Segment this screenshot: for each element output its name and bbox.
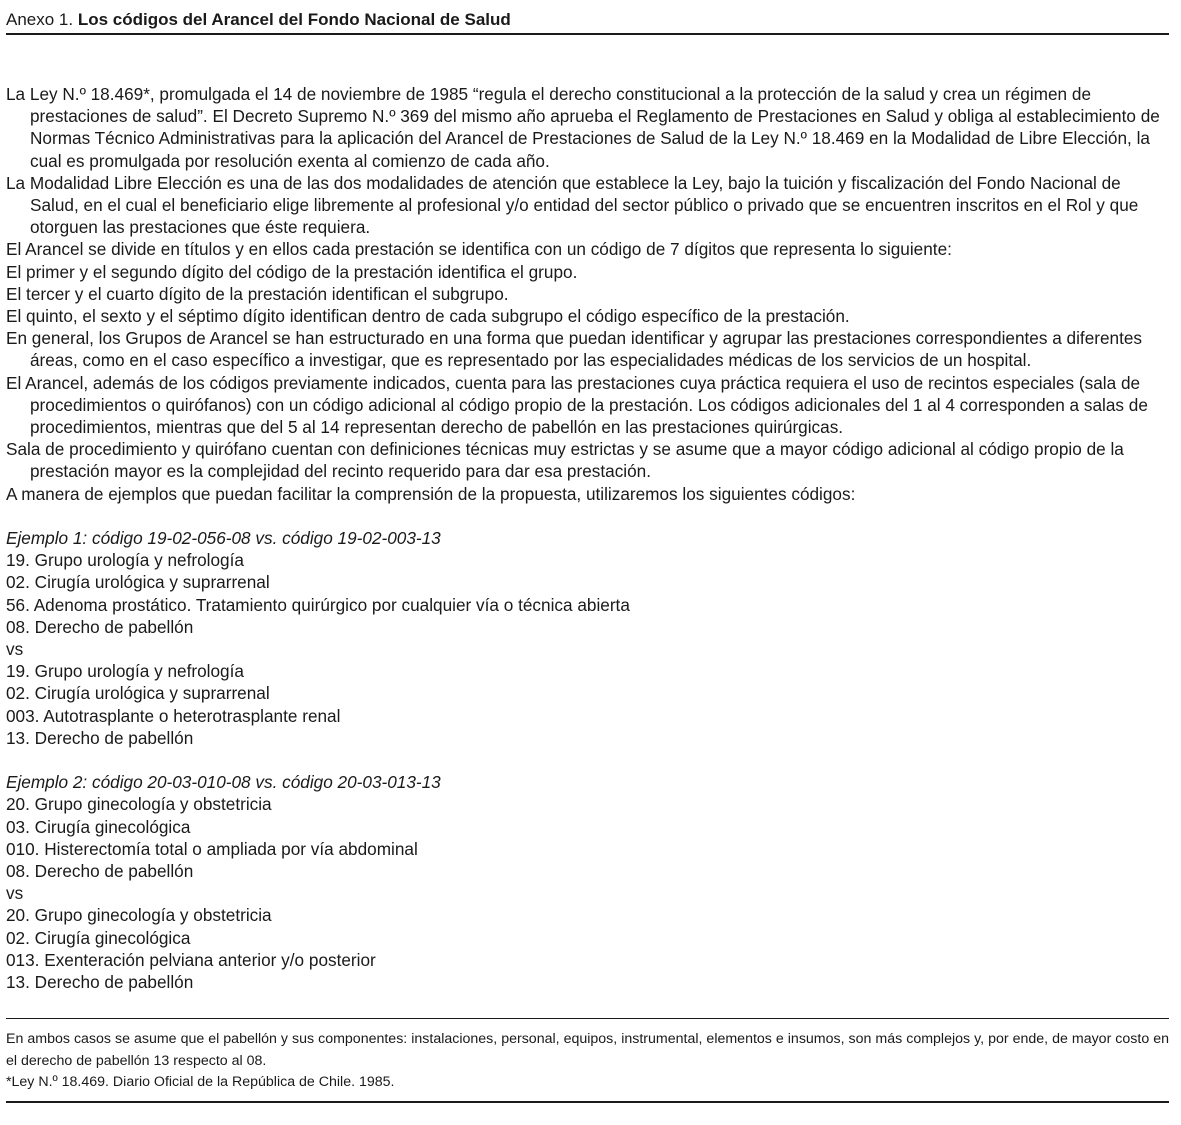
example-1-line: 56. Adenoma prostático. Tratamiento quirúrgico por cualquier vía o técnica abierta <box>6 594 630 615</box>
document-page <box>6 8 1169 1090</box>
notes-text: En ambos casos se asume que el pabellón y sus componentes: instalaciones, personal, equipos, instrumental, elementos e insumos, son más complejos y, por ende, de mayor costo en el derecho de pabellón 13 respecto al 08. <box>6 1031 1169 1069</box>
example-1-versus: vs <box>6 639 24 660</box>
example-2-line: 02. Cirugía ginecológica <box>6 927 191 948</box>
paragraph: La Modalidad Libre Elección es una de las dos modalidades de atención que establece la Ley, bajo la tuición y fiscalización del Fondo Nacional de Salud, en el cual el beneficiario elige libremente al profesional y/o entidad del sector público o privado que se encuentren inscritos en el Rol y que otorguen las prestaciones que éste requiera. <box>6 172 1139 238</box>
paragraph: El Arancel, además de los códigos previamente indicados, cuenta para las prestaciones cuya práctica requiera el uso de recintos especiales (sala de procedimientos o quirófanos) con un código adicional al código propio de la prestación. Los códigos adicionales del 1 al 4 corresponden a salas de procedimientos, mientras que del 5 al 14 representan derecho de pabellón en las prestaciones quirúrgicas. <box>6 372 1148 438</box>
example-2-line: 20. Grupo ginecología y obstetricia <box>6 905 272 926</box>
example-1-line: 02. Cirugía urológica y suprarrenal <box>6 683 270 704</box>
example-1-line: 13. Derecho de pabellón <box>6 727 194 748</box>
bottom-divider <box>6 1101 1169 1103</box>
footnote: *Ley N.º 18.469. Diario Oficial de la República de Chile. 1985. <box>6 1074 395 1090</box>
example-2-line: 013. Exenteración pelviana anterior y/o posterior <box>6 949 376 970</box>
spacer <box>6 505 1169 527</box>
example-1-line: 003. Autotrasplante o heterotrasplante renal <box>6 705 341 726</box>
example-2-line: 03. Cirugía ginecológica <box>6 816 191 837</box>
paragraph: En general, los Grupos de Arancel se han estructurado en una forma que puedan identificar y agrupar las prestaciones correspondientes a diferentes áreas, como en el caso específico a investigar, que es representado por las especialidades médicas de los servicios de un hospital. <box>6 328 1143 371</box>
notes-section <box>6 1018 1169 1094</box>
example-2-line: 20. Grupo ginecología y obstetricia <box>6 794 272 815</box>
example-1-title: Ejemplo 1: código 19-02-056-08 vs. código 19-02-003-13 <box>6 528 441 549</box>
annex-title: Los códigos del Arancel del Fondo Nacional de Salud <box>77 10 511 29</box>
example-2-title: Ejemplo 2: código 20-03-010-08 vs. código 20-03-013-13 <box>6 772 441 793</box>
paragraph: A manera de ejemplos que puedan facilitar la comprensión de la propuesta, utilizaremos los siguientes códigos: <box>6 483 856 504</box>
annex-label: Anexo 1. <box>6 10 78 29</box>
example-2-line: 13. Derecho de pabellón <box>6 972 194 993</box>
paragraph: El quinto, el sexto y el séptimo dígito identifican dentro de cada subgrupo el código específico de la prestación. <box>6 306 850 327</box>
example-2-line: 010. Histerectomía total o ampliada por vía abdominal <box>6 838 418 859</box>
example-1-line: 19. Grupo urología y nefrología <box>6 661 244 682</box>
example-2-versus: vs <box>6 883 24 904</box>
example-1-line: 08. Derecho de pabellón <box>6 616 194 637</box>
paragraph: El primer y el segundo dígito del código de la prestación identifica el grupo. <box>6 261 578 282</box>
example-1-line: 19. Grupo urología y nefrología <box>6 550 244 571</box>
example-2-line: 08. Derecho de pabellón <box>6 861 194 882</box>
example-1-line: 02. Cirugía urológica y suprarrenal <box>6 572 270 593</box>
paragraph: Sala de procedimiento y quirófano cuentan con definiciones técnicas muy estrictas y se asume que a mayor código adicional al código propio de la prestación mayor es la complejidad del recinto requerido para dar esa prestación. <box>6 439 1124 482</box>
example-1 <box>6 527 1169 749</box>
paragraph: El tercer y el cuarto dígito de la prestación identifican el subgrupo. <box>6 283 509 304</box>
paragraph: La Ley N.º 18.469*, promulgada el 14 de noviembre de 1985 “regula el derecho constitucional a la protección de la salud y crea un régimen de prestaciones de salud”. El Decreto Supremo N.º 369 del mismo año aprueba el Reglamento de Prestaciones en Salud y obliga al establecimiento de Normas Técnico Administrativas para la aplicación del Arancel de Prestaciones de Salud de la Ley N.º 18.469 en la Modalidad de Libre Elección, la cual es promulgada por resolución exenta al comienzo de cada año. <box>6 84 1160 171</box>
spacer <box>6 749 1169 771</box>
example-2 <box>6 771 1169 993</box>
annex-header <box>6 8 1169 35</box>
annex-body <box>6 83 1169 993</box>
paragraph: El Arancel se divide en títulos y en ellos cada prestación se identifica con un código de 7 dígitos que representa lo siguiente: <box>6 239 952 260</box>
